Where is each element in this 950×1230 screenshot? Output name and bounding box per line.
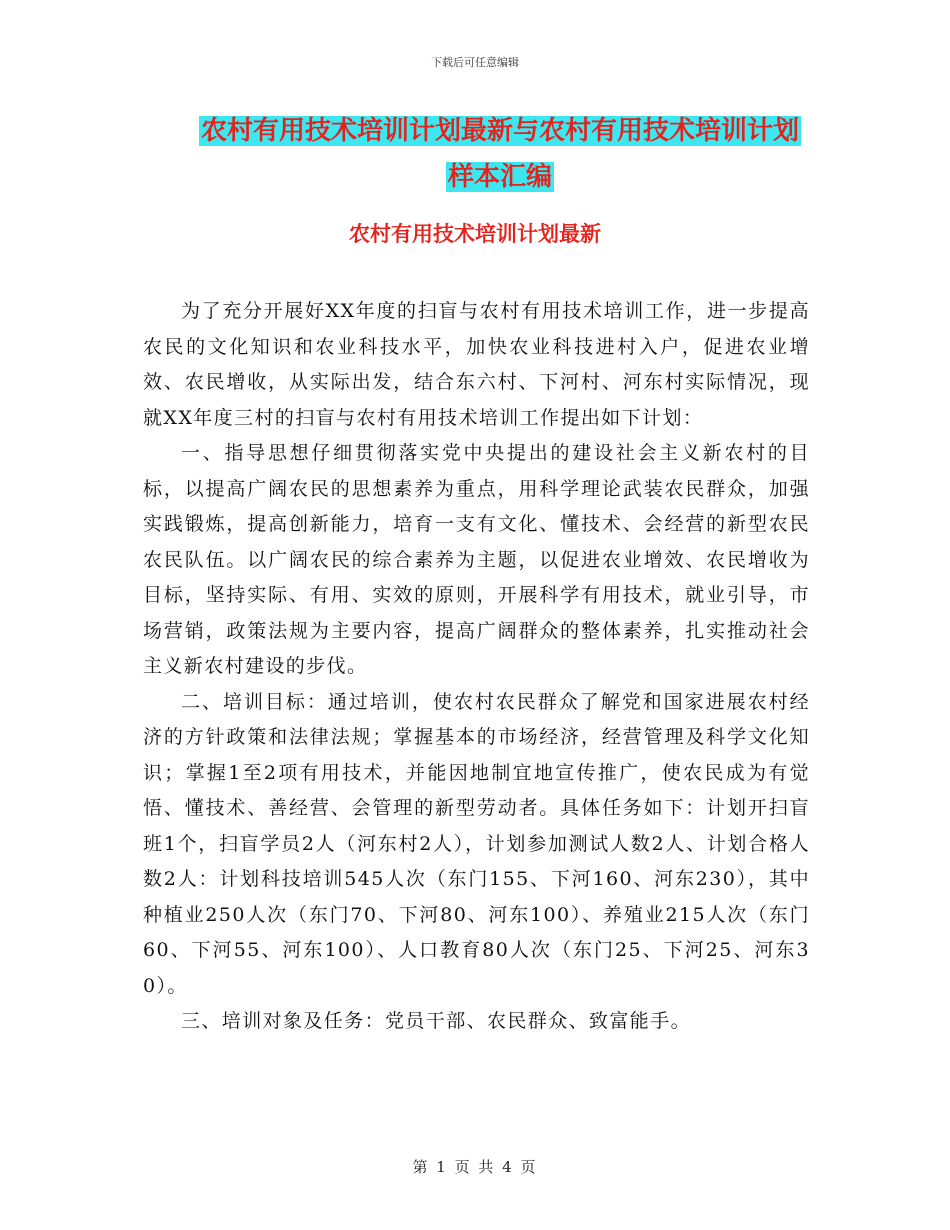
document-body [143,294,810,1040]
paragraph-training-targets: 三、培训对象及任务：党员干部、农民群众、致富能手。 [181,1010,692,1032]
paragraph-intro: 为了充分开展好XX年度的扫盲与农村有用技术培训工作，进一步提高农民的文化知识和农业科技水平，加快农业科技进村入户，促进农业增效、农民增收，从实际出发，结合东六村、下河村、河东村实际情况，现就XX年度三村的扫盲与农村有用技术培训工作提出如下计划： [143,300,810,429]
paragraph-guiding-thought: 一、指导思想仔细贯彻落实党中央提出的建设社会主义新农村的目标，以提高广阔农民的思想素养为重点，用科学理论武装农民群众，加强实践锻炼，提高创新能力，培育一支有文化、懂技术、会经营的新型农民农民队伍。以广阔农民的综合素养为主题，以促进农业增效、农民增收为目标，坚持实际、有用、实效的原则，开展科学有用技术，就业引导，市场营销，政策法规为主要内容，提高广阔群众的整体素养，扎实推动社会主义新农村建设的步伐。 [143,442,810,677]
page-header-note: 下载后可任意编辑 [431,56,519,69]
document-title-line1: 农村有用技术培训计划最新与农村有用技术培训计划 [200,116,799,146]
paragraph-training-goals: 二、培训目标：通过培训，使农村农民群众了解党和国家进展农村经济的方针政策和法律法规；掌握基本的市场经济，经营管理及科学文化知识；掌握1至2项有用技术，并能因地制宜地宣传推广，使农民成为有觉悟、懂技术、善经营、会管理的新型劳动者。具体任务如下：计划开扫盲班1个，扫盲学员2人（河东村2人），计划参加测试人数2人、计划合格人数2人：计划科技培训545人次（东门155、下河160、河东230），其中种植业250人次（东门70、下河80、河东100）、养殖业215人次（东门60、下河55、河东100）、人口教育80人次（东门25、下河25、河东30）。 [143,690,810,997]
section-title: 农村有用技术培训计划最新 [349,222,601,246]
document-title [150,108,850,200]
document-title-line2: 样本汇编 [447,162,552,192]
page-footer: 第 1 页 共 4 页 [412,1158,538,1176]
